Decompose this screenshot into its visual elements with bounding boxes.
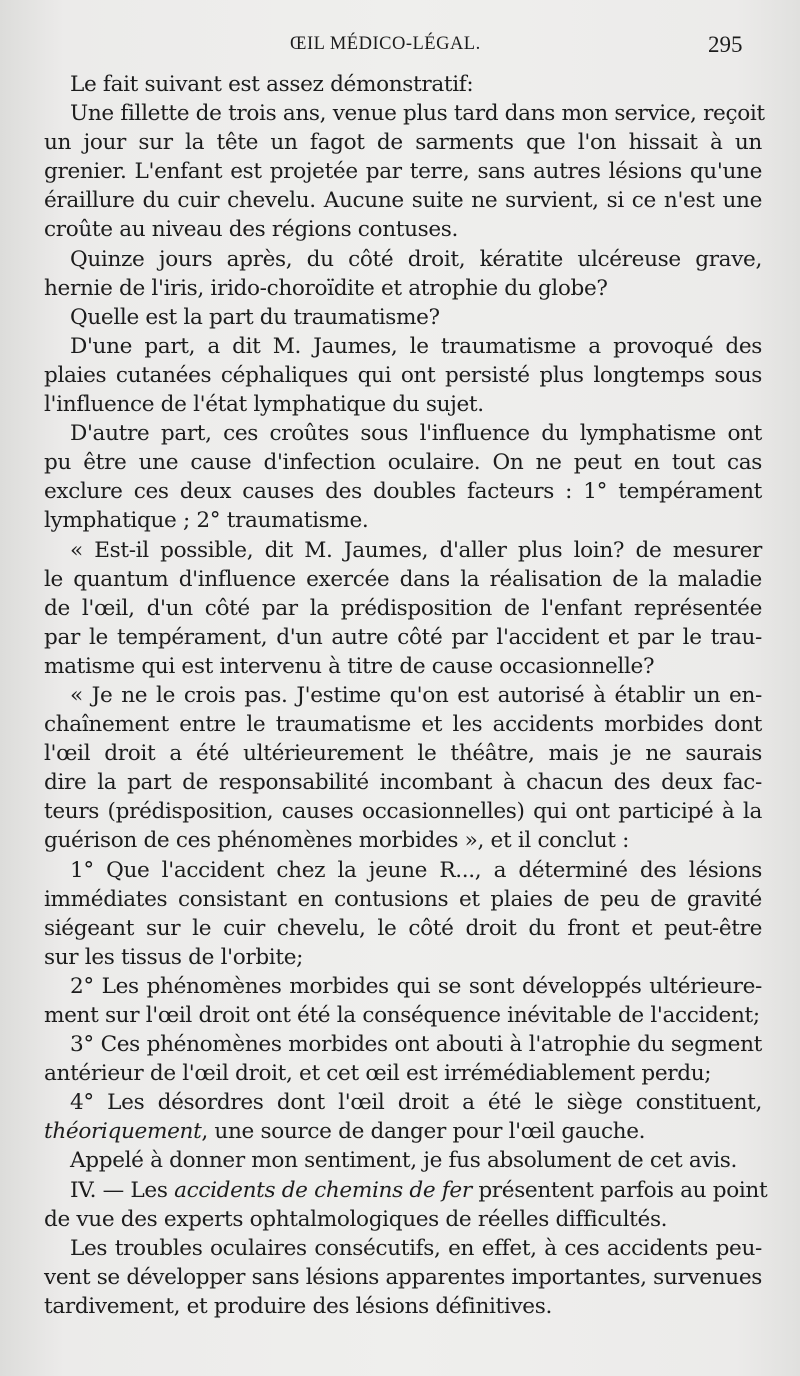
text-line: siégeant sur le cuir chevelu, le côté droit du front et peut-être (44, 915, 762, 941)
text-line: dire la part de responsabilité incombant à chacun des deux fac- (44, 770, 762, 796)
text-line: 2° Les phénomènes morbides qui se sont développés ultérieure- (70, 973, 762, 999)
paragraph (44, 99, 765, 244)
paragraph (44, 681, 762, 856)
text-line: de vue des experts ophtalmologiques de réelles difficultés. (44, 1206, 668, 1232)
text-line: Les troubles oculaires consécutifs, en effet, à ces accidents peu- (70, 1235, 762, 1261)
text-line: de l'œil, d'un côté par la prédisposition de l'enfant représentée (44, 595, 762, 621)
text-line: l'influence de l'état lymphatique du sujet. (44, 392, 484, 418)
paragraph (44, 972, 762, 1030)
paragraph (44, 1088, 762, 1146)
text-line: Quelle est la part du traumatisme? (70, 304, 440, 330)
text-line: éraillure du cuir chevelu. Aucune suite ne survient, si ce n'est une (44, 188, 762, 214)
text-line: tardivement, et produire des lésions définitives. (44, 1293, 552, 1319)
text-line: immédiates consistant en contusions et plaies de peu de gravité (44, 886, 762, 912)
text-line: 3° Ces phénomènes morbides ont abouti à l'atrophie du segment (70, 1032, 762, 1058)
paragraph (44, 1176, 768, 1234)
paragraph (44, 536, 762, 681)
text-line: 1° Que l'accident chez la jeune R..., a déterminé des lésions (70, 857, 762, 883)
text-line: « Est-il possible, dit M. Jaumes, d'aller plus loin? de mesurer (70, 537, 762, 563)
text-line: sur les tissus de l'orbite; (44, 944, 304, 970)
body-text (44, 70, 768, 1321)
text-line: antérieur de l'œil droit, et cet œil est irrémédiablement perdu; (44, 1061, 712, 1087)
paragraph (44, 856, 762, 972)
text-line: Quinze jours après, du côté droit, kératite ulcéreuse grave, (70, 246, 762, 272)
text-line: 4° Les désordres dont l'œil droit a été le siège constituent, (70, 1090, 762, 1116)
text-line: ment sur l'œil droit ont été la conséquence inévitable de l'accident; (44, 1003, 760, 1028)
text-line: hernie de l'iris, irido-choroïdite et atrophie du globe? (44, 275, 608, 301)
text-line: plaies cutanées céphaliques qui ont persisté plus longtemps sous (44, 362, 762, 388)
paragraph (44, 1030, 762, 1088)
text-line: vent se développer sans lésions apparentes importantes, survenues (44, 1264, 762, 1290)
text-line: par le tempérament, d'un autre côté par l'accident et par le trau- (44, 624, 762, 650)
text-line: matisme qui est intervenu à titre de cause occasionnelle? (44, 653, 655, 679)
running-head: ŒIL MÉDICO-LÉGAL. (290, 34, 481, 54)
text-line: IV. — Les accidents de chemins de fer présentent parfois au point (70, 1177, 768, 1203)
paragraph (44, 419, 762, 535)
text-line: croûte au niveau des régions contuses. (44, 217, 459, 243)
page-header (0, 34, 800, 66)
text-line: chaînement entre le traumatisme et les accidents morbides dont (44, 712, 762, 738)
paragraph (44, 303, 762, 332)
text-line: teurs (prédisposition, causes occasionnelles) qui ont participé à la (44, 799, 762, 825)
text-line: exclure ces deux causes des doubles facteurs : 1° tempérament (44, 479, 762, 505)
text-line: l'œil droit a été ultérieurement le théâtre, mais je ne saurais (44, 741, 762, 767)
paragraph (44, 332, 762, 419)
text-line: Une fillette de trois ans, venue plus tard dans mon service, reçoit (70, 101, 765, 127)
paragraph (44, 1234, 762, 1321)
text-line: théoriquement, une source de danger pour l'œil gauche. (44, 1119, 646, 1145)
text-line: « Je ne le crois pas. J'estime qu'on est autorisé à établir un en- (70, 682, 762, 708)
paragraph (44, 70, 762, 99)
text-line: D'une part, a dit M. Jaumes, le traumatisme a provoqué des (70, 333, 762, 359)
text-line: D'autre part, ces croûtes sous l'influence du lymphatisme ont (70, 421, 762, 447)
text-line: grenier. L'enfant est projetée par terre, sans autres lésions qu'une (44, 159, 762, 185)
text-line: lymphatique ; 2° traumatisme. (44, 508, 369, 534)
text-line: pu être une cause d'infection oculaire. On ne peut en tout cas (44, 450, 762, 476)
text-line: Le fait suivant est assez démonstratif: (70, 72, 474, 97)
paragraph (44, 1146, 762, 1175)
paragraph (44, 245, 762, 303)
page-number: 295 (708, 32, 743, 57)
text-line: Appelé à donner mon sentiment, je fus absolument de cet avis. (70, 1148, 738, 1174)
text-line: un jour sur la tête un fagot de sarments que l'on hissait à un (44, 130, 762, 156)
text-line: le quantum d'influence exercée dans la réalisation de la maladie (44, 566, 762, 592)
text-line: guérison de ces phénomènes morbides », et il conclut : (44, 828, 630, 854)
